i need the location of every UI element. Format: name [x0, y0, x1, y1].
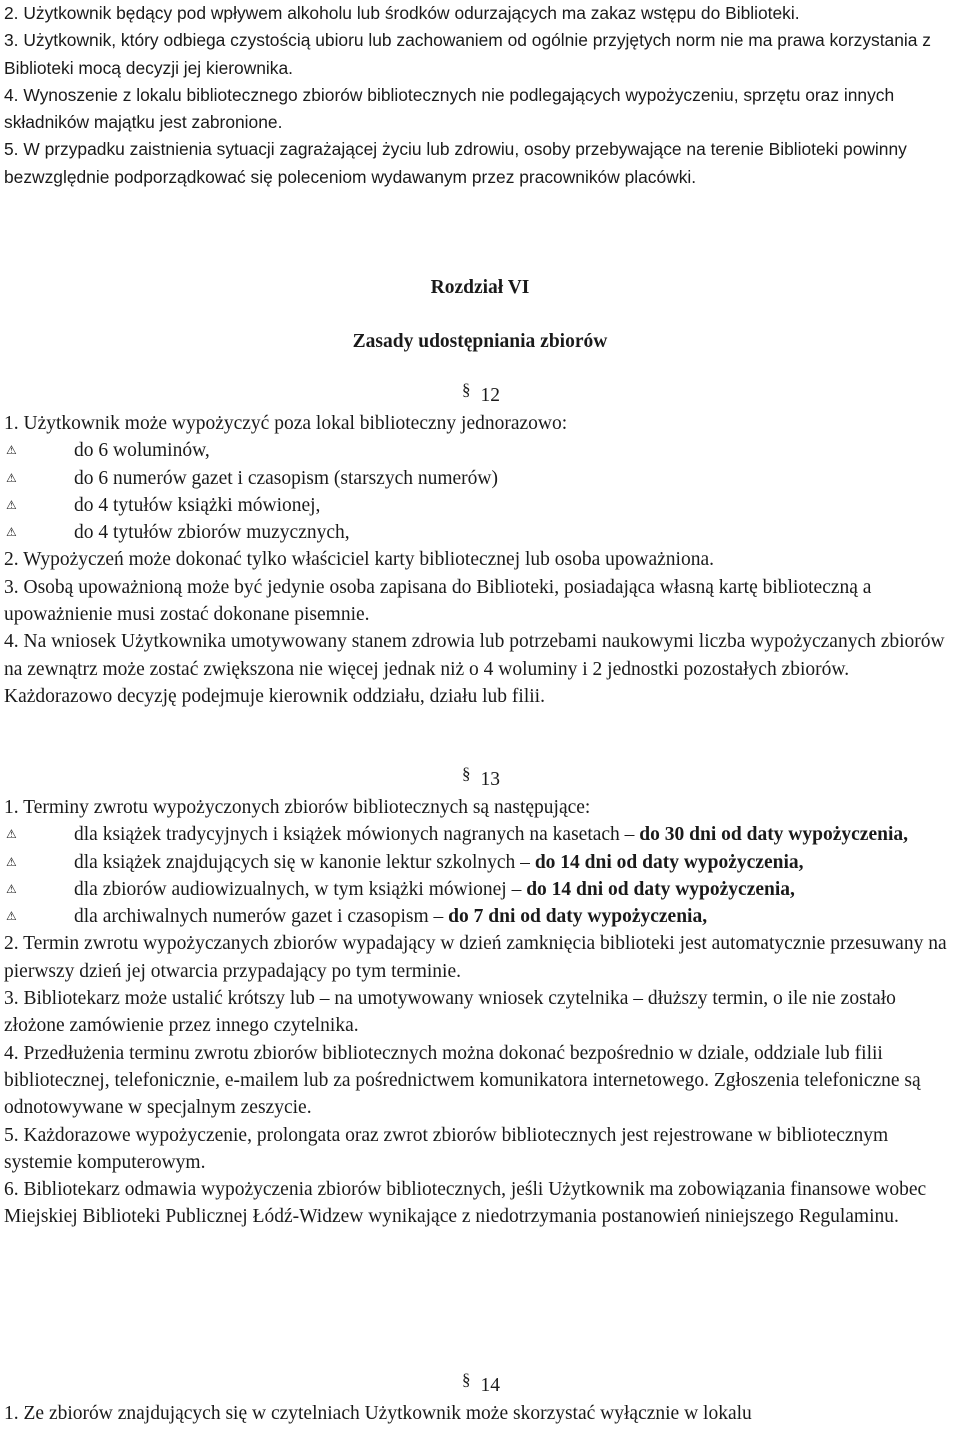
paragraph-5: 5. W przypadku zaistnienia sytuacji zagrażającej życiu lub zdrowiu, osoby przebywające na terenie Biblioteki powinny bezwzględnie podporządkować się poleceniom wydawanym przez pracowników placówki.	[4, 139, 907, 187]
warning-bullet-icon: ⚠	[6, 854, 17, 869]
section-14-heading: § 14	[462, 1370, 500, 1396]
warning-bullet-icon: ⚠	[6, 827, 17, 842]
section-13-heading: § 13	[462, 764, 500, 790]
warning-bullet-icon: ⚠	[6, 881, 17, 896]
chapter-title: Zasady udostępniania zbiorów	[352, 331, 608, 352]
section-13	[4, 794, 956, 1231]
section-13-paragraph-3: 3. Bibliotekarz może ustalić krótszy lub – na umotywowany wniosek czytelnika – dłuższy termin, o ile nie zostało złożone zamówienie przez innego czytelnika.	[4, 988, 896, 1037]
section-sign-icon: §	[462, 1370, 471, 1389]
section-sign-icon: §	[462, 380, 471, 399]
warning-bullet-icon: ⚠	[6, 443, 17, 458]
warning-bullet-icon: ⚠	[6, 470, 17, 485]
section-13-paragraph-4: 4. Przedłużenia terminu zwrotu zbiorów bibliotecznych można dokonać bezpośrednio w dziale, oddziale lub filii bibliotecznej, telefonicznie, e-mailem lub za pośrednictwem komunikatora internetowego. Zgłoszenia telefoniczne są odnotowywane w specjalnym zeszycie.	[4, 1042, 921, 1119]
section-12-paragraph-2: 2. Wypożyczeń może dokonać tylko właściciel karty bibliotecznej lub osoba upoważniona.	[4, 549, 714, 571]
section-13-paragraph-2: 2. Termin zwrotu wypożyczanych zbiorów wypadający w dzień zamknięcia biblioteki jest automatycznie przesuwany na pierwszy dzień jej otwarcia przypadający po tym terminie.	[4, 933, 947, 982]
section-sign-icon: §	[462, 764, 471, 783]
list-item: ⚠ dla książek tradycyjnych i książek mówionych nagranych na kasetach – do 30 dni od daty wypożyczenia,	[4, 821, 956, 848]
section-13-paragraph-6: 6. Bibliotekarz odmawia wypożyczenia zbiorów bibliotecznych, jeśli Użytkownik ma zobowiązania finansowe wobec Miejskiej Biblioteki Publicznej Łódź-Widzew wynikające z niedotrzymania postanowień niniejszego Regulaminu.	[4, 1179, 927, 1228]
warning-bullet-icon: ⚠	[6, 525, 17, 540]
paragraph-3: 3. Użytkownik, który odbiega czystością ubioru lub zachowaniem od ogólnie przyjętych norm nie ma prawa korzystania z Biblioteki mocą decyzji jej kierownika.	[4, 30, 931, 78]
section-13-paragraph-5: 5. Każdorazowe wypożyczenie, prolongata oraz zwrot zbiorów bibliotecznych jest rejestrowane w bibliotecznym systemie komputerowym.	[4, 1124, 889, 1173]
section-14	[4, 1400, 956, 1427]
paragraph-2: 2. Użytkownik będący pod wpływem alkoholu lub środków odurzających ma zakaz wstępu do Biblioteki.	[4, 3, 800, 23]
warning-bullet-icon: ⚠	[6, 909, 17, 924]
paragraph-4: 4. Wynoszenie z lokalu bibliotecznego zbiorów bibliotecznych nie podlegających wypożyczeniu, sprzętu oraz innych składników majątku jest zabronione.	[4, 84, 895, 133]
list-item: ⚠ do 4 tytułów zbiorów muzycznych,	[4, 519, 956, 546]
chapter-label: Rozdział VI	[430, 277, 530, 298]
list-item: ⚠ dla archiwalnych numerów gazet i czasopism – do 7 dni od daty wypożyczenia,	[4, 903, 956, 930]
section-12-paragraph-4: 4. Na wniosek Użytkownika umotywowany stanem zdrowia lub potrzebami naukowymi liczba wypożyczanych zbiorów na zewnątrz może zostać zwiększona nie więcej jednak niż o 4 woluminy i 2 jednostki pozostałych zbiorów. Każdorazowo decyzję podejmuje kierownik oddziału, działu lub filii.	[4, 631, 945, 707]
section-12	[4, 410, 956, 710]
list-item: ⚠ dla zbiorów audiowizualnych, w tym książki mówionej – do 14 dni od daty wypożyczenia,	[4, 876, 956, 903]
list-item: ⚠ do 6 woluminów,	[4, 437, 956, 464]
list-item: ⚠ do 4 tytułów książki mówionej,	[4, 492, 956, 519]
section-12-heading: § 12	[462, 380, 500, 406]
warning-bullet-icon: ⚠	[6, 497, 17, 512]
section-12-paragraph-3: 3. Osobą upoważnioną może być jedynie osoba zapisana do Biblioteki, posiadająca własną kartę biblioteczną a upoważnienie musi zostać dokonane pisemnie.	[4, 576, 872, 626]
section-14-paragraph-1: 1. Ze zbiorów znajdujących się w czytelniach Użytkownik może skorzystać wyłącznie w lokalu	[4, 1403, 752, 1424]
list-item: ⚠ do 6 numerów gazet i czasopism (starszych numerów)	[4, 465, 956, 492]
section-12-paragraph-1: 1. Użytkownik może wypożyczyć poza lokal biblioteczny jednorazowo:	[4, 413, 568, 434]
rules-top-block	[4, 0, 956, 191]
section-13-paragraph-1: 1. Terminy zwrotu wypożyczonych zbiorów bibliotecznych są następujące:	[4, 797, 591, 818]
list-item: ⚠ dla książek znajdujących się w kanonie lektur szkolnych – do 14 dni od daty wypożyczenia,	[4, 849, 956, 876]
